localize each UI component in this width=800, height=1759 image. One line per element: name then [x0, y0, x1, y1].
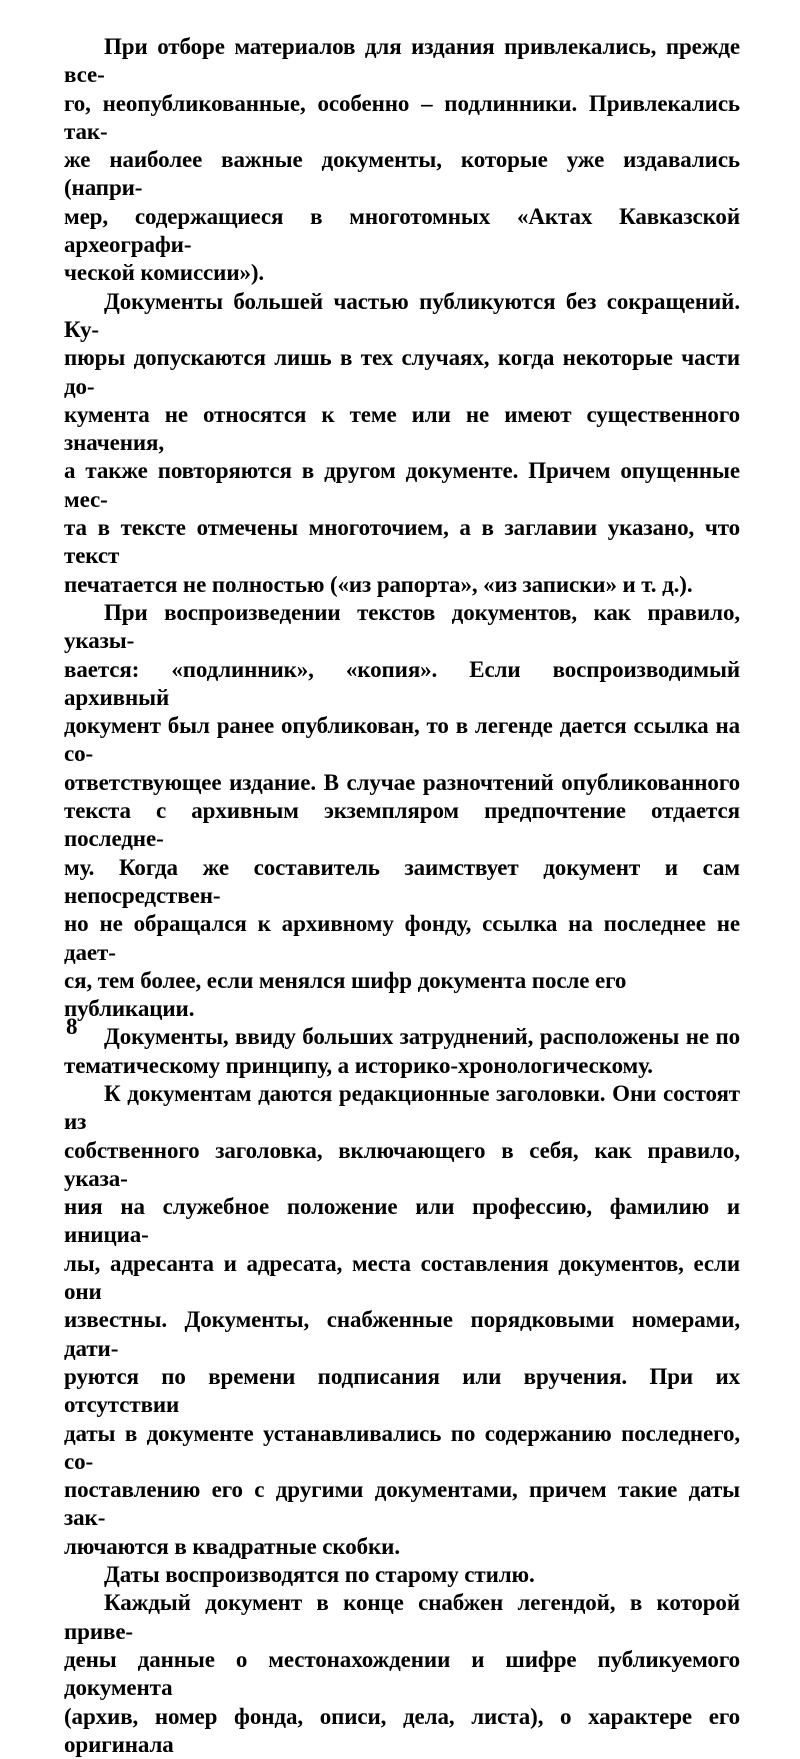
paragraph [64, 1080, 740, 1561]
text-line: руются по времени подписания или вручения. При их отсутствии [64, 1363, 740, 1418]
text-line: К документам даются редакционные заголовки. Они состоят из [64, 1080, 740, 1135]
text-line: Документы большей частью публикуются без сокращений. Ку- [64, 288, 740, 342]
text-line: текста с архивным экземпляром предпочтение отдается последне- [64, 798, 740, 852]
paragraph [64, 1561, 740, 1589]
text-line: но не обращался к архивному фонду, ссылка на последнее не дает- [64, 911, 740, 965]
text-line: вается: «подлинник», «копия». Если воспроизводимый архивный [64, 656, 740, 710]
text-line: тематическому принципу, а историко-хронологическому. [64, 1052, 653, 1078]
text-line: печатается не полностью («из рапорта», «из записки» и т. д.). [64, 571, 693, 597]
text-line: лы, адресанта и адресата, места составления документов, если они [64, 1250, 740, 1305]
text-block [64, 33, 740, 1759]
paragraph [64, 1023, 740, 1080]
text-line: кумента не относятся к теме или не имеют существенного значения, [64, 401, 740, 456]
text-line: даты в документе устанавливались по содержанию последнего, со- [64, 1420, 740, 1474]
text-line: документ был ранее опубликован, то в легенде дается ссылка на со- [64, 713, 740, 767]
text-line: му. Когда же составитель заимствует документ и сам непосредствен- [64, 854, 740, 908]
text-line: Каждый документ в конце снабжен легендой, в которой приве- [64, 1590, 740, 1644]
text-line: пюры допускаются лишь в тех случаях, когда некоторые части до- [64, 345, 740, 399]
text-line: ческой комиссии»). [64, 260, 265, 286]
text-line: го, неопубликованные, особенно – подлинники. Привлекались так- [64, 90, 740, 144]
text-line: лючаются в квадратные скобки. [64, 1533, 400, 1559]
text-line: известны. Документы, снабженные порядковыми номерами, дати- [64, 1307, 740, 1361]
text-line: Документы, ввиду больших затруднений, расположены не по [104, 1024, 740, 1050]
text-line: собственного заголовка, включающего в себя, как правило, указа- [64, 1137, 740, 1191]
text-line: ния на служебное положение или профессию, фамилию и инициа- [64, 1194, 740, 1248]
paragraph [64, 288, 740, 599]
text-line: Даты воспроизводятся по старому стилю. [104, 1562, 535, 1588]
text-line: ся, тем более, если менялся шифр документа после его публикации. [64, 967, 627, 1022]
text-line: При отборе материалов для издания привлекались, прежде все- [64, 34, 740, 88]
text-line: дены данные о местонахождении и шифре публикуемого документа [64, 1646, 740, 1701]
text-line: поставлению его с другими документами, причем такие даты зак- [64, 1477, 740, 1531]
text-line: та в тексте отмечены многоточием, а в заглавии указано, что текст [64, 515, 740, 569]
text-line: а также повторяются в другом документе. Причем опущенные мес- [64, 458, 740, 512]
text-line: же наиболее важные документы, которые уже издавались (напри- [64, 147, 740, 201]
text-line: ответствующее издание. В случае разночтений опубликованного [64, 769, 740, 795]
page-number: 8 [66, 1014, 78, 1039]
paragraph [64, 1589, 740, 1759]
paragraph [64, 599, 740, 1023]
text-line: мер, содержащиеся в многотомных «Актах Кавказской археографи- [64, 203, 740, 258]
text-line: (архив, номер фонда, описи, дела, листа), о характере его оригинала [64, 1703, 740, 1757]
text-line: При воспроизведении текстов документов, как правило, указы- [64, 599, 740, 654]
paragraph [64, 33, 740, 288]
